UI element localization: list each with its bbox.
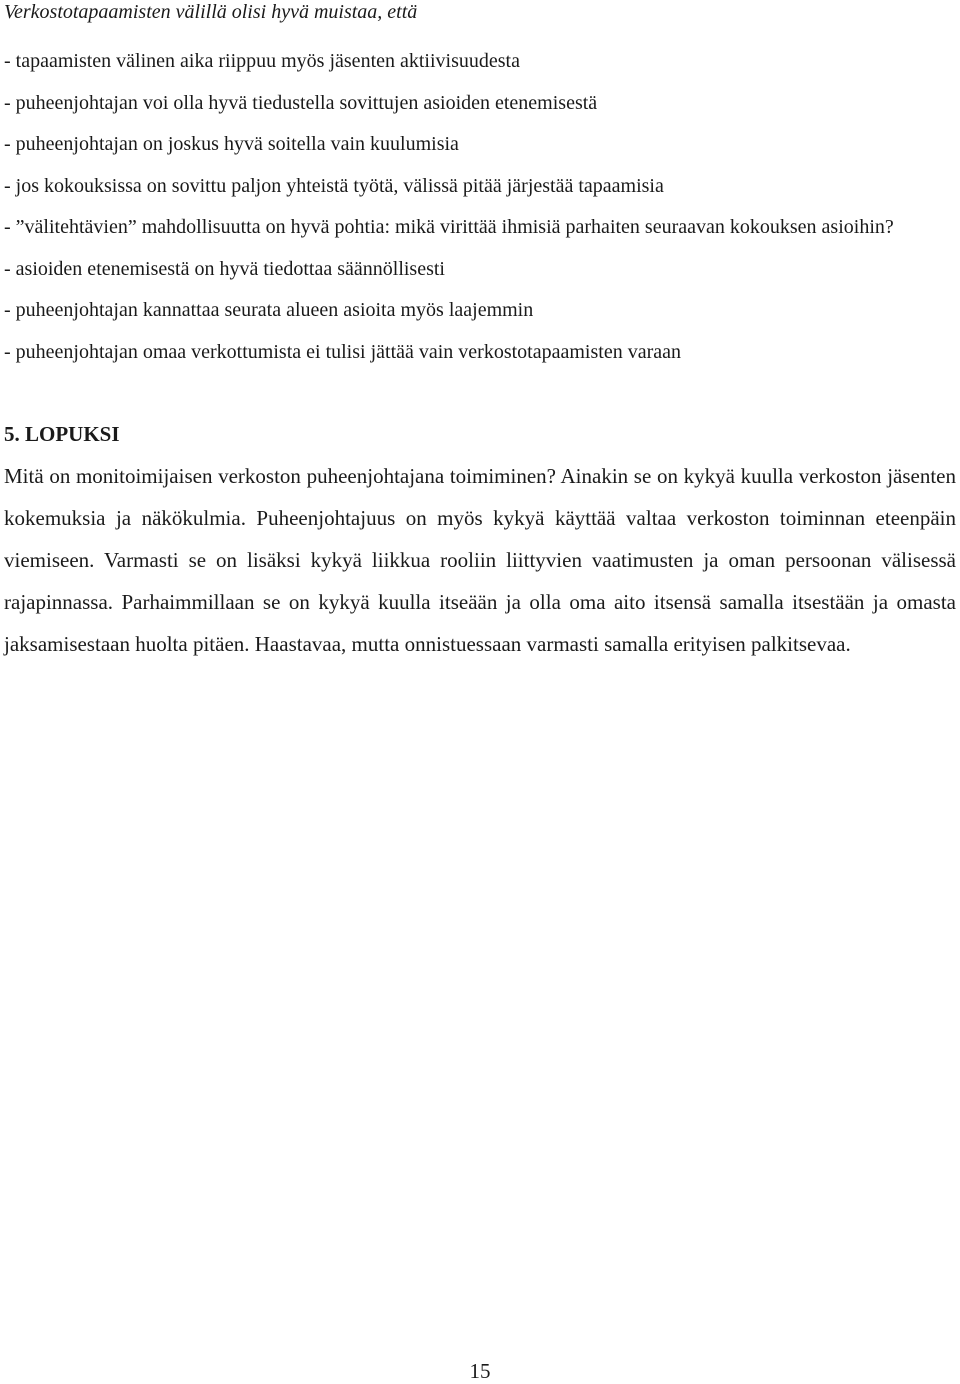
- list-item: - puheenjohtajan omaa verkottumista ei tulisi jättää vain verkostotapaamisten varaan: [4, 340, 681, 363]
- list-item: - tapaamisten välinen aika riippuu myös jäsenten aktiivisuudesta: [4, 50, 520, 72]
- list-item: - puheenjohtajan on joskus hyvä soitella vain kuulumisia: [4, 133, 459, 155]
- intro-heading: Verkostotapaamisten välillä olisi hyvä muistaa, että: [4, 1, 418, 23]
- section-heading: 5. LOPUKSI: [4, 422, 120, 446]
- reminder-list: [4, 41, 956, 373]
- list-item: - asioiden etenemisestä on hyvä tiedottaa säännöllisesti: [4, 257, 445, 280]
- page-number: 15: [469, 1359, 491, 1383]
- document-page: [4, 0, 956, 665]
- list-item: - ”välitehtävien” mahdollisuutta on hyvä pohtia: mikä virittää ihmisiä parhaiten seuraavan kokouksen asioihin?: [4, 216, 894, 238]
- list-item: - puheenjohtajan kannattaa seurata alueen asioita myös laajemmin: [4, 299, 534, 321]
- list-item: - puheenjohtajan voi olla hyvä tiedustella sovittujen asioiden etenemisestä: [4, 91, 598, 114]
- section-paragraph: Mitä on monitoimijaisen verkoston puheenjohtajana toimiminen? Ainakin se on kykyä kuulla verkoston jäsenten kokemuksia ja näkökulmia. Puheenjohtajuus on myös kykyä käyttää valtaa verkoston toiminnan eteenpäin viemiseen. Varmasti se on lisäksi kykyä liikkua rooliin liittyvien vaatimusten ja oman persoonan välisessä rajapinnassa. Parhaimmillaan se on kykyä kuulla itseään ja olla oma aito itsensä samalla itsestään ja omasta jaksamisestaan huolta pitäen. Haastavaa, mutta onnistuessaan varmasti samalla erityisen palkitsevaa.: [4, 464, 956, 656]
- list-item: - jos kokouksissa on sovittu paljon yhteistä työtä, välissä pitää järjestää tapaamisia: [4, 174, 664, 197]
